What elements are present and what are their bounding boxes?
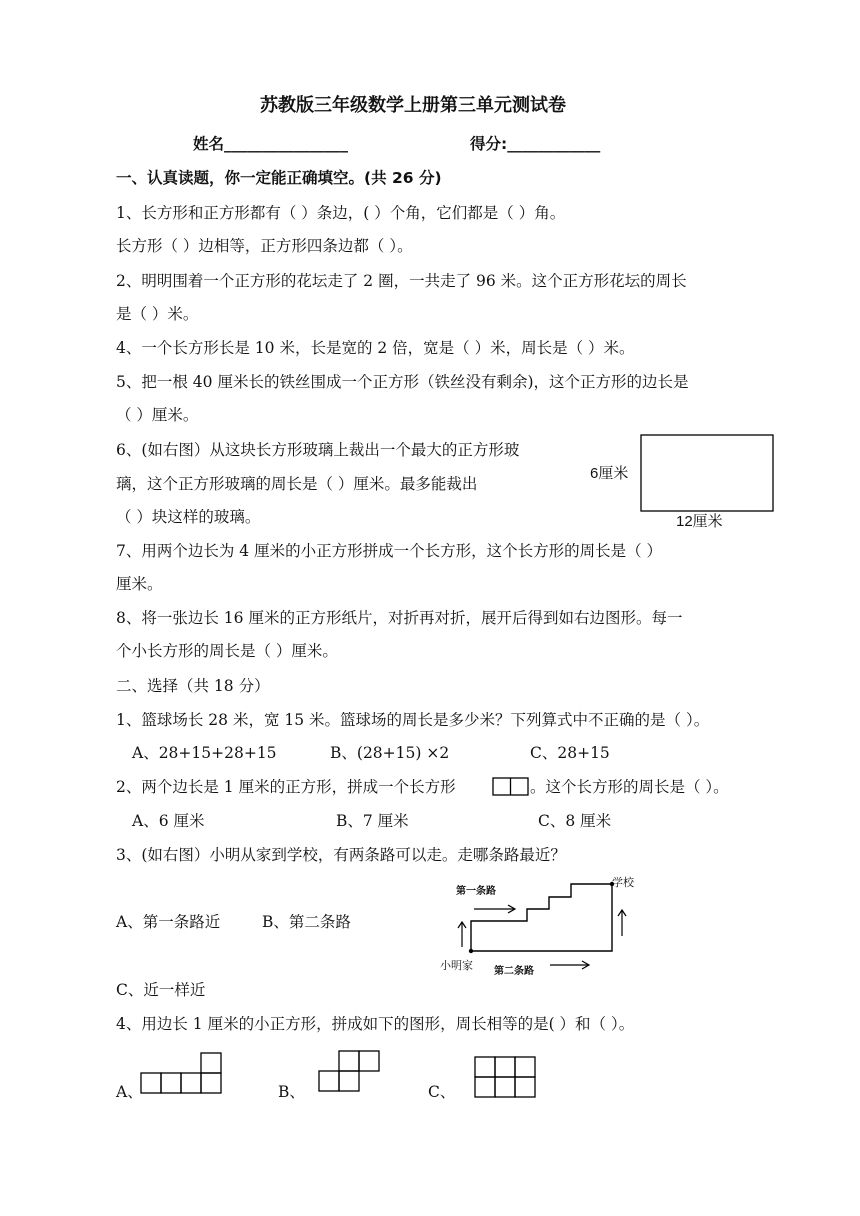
q2-1-option-b: B、(28+15) ×2 bbox=[330, 744, 450, 762]
section-2-heading: 二、选择（共 18 分） bbox=[116, 677, 270, 695]
q2-2-text-start: 2、两个边长是 1 厘米的正方形，拼成一个长方形 bbox=[116, 778, 456, 796]
two-squares-figure bbox=[492, 777, 530, 797]
route-1-label: 第一条路 bbox=[456, 886, 496, 897]
q1-7-line2: 厘米。 bbox=[116, 575, 163, 593]
section-1-heading: 一、认真读题，你一定能正确填空。(共 26 分) bbox=[116, 169, 442, 187]
q1-5-line2: （ ）厘米。 bbox=[116, 406, 199, 424]
name-field-label: 姓名________________ bbox=[193, 135, 349, 153]
q2-2-option-c: C、8 厘米 bbox=[538, 812, 612, 830]
q1-7-line1: 7、用两个边长为 4 厘米的小正方形拼成一个长方形，这个长方形的周长是（ ） bbox=[116, 542, 663, 560]
q1-2-line2: 是（ ）米。 bbox=[116, 305, 199, 323]
q2-4-option-b: B、 bbox=[278, 1083, 305, 1101]
school-label: 学校 bbox=[612, 877, 634, 889]
q2-4-option-c: C、 bbox=[428, 1083, 456, 1101]
page-title: 苏教版三年级数学上册第三单元测试卷 bbox=[260, 95, 566, 116]
score-field-label: 得分:____________ bbox=[470, 135, 601, 153]
home-label: 小明家 bbox=[440, 960, 473, 972]
q1-2-line1: 2、明明围着一个正方形的花坛走了 2 圈，一共走了 96 米。这个正方形花坛的周长 bbox=[116, 272, 687, 290]
q2-1-option-a: A、28+15+28+15 bbox=[132, 744, 277, 762]
q1-6-line1: 6、(如右图）从这块长方形玻璃上裁出一个最大的正方形玻 bbox=[116, 441, 520, 459]
q2-3-option-a: A、第一条路近 bbox=[116, 913, 221, 931]
rectangle-width-label: 12厘米 bbox=[676, 513, 723, 530]
q2-1: 1、篮球场长 28 米，宽 15 米。篮球场的周长是多少米？下列算式中不正确的是（ ）。 bbox=[116, 711, 710, 729]
q2-3-option-b: B、第二条路 bbox=[262, 913, 351, 931]
q2-4-option-a: A、 bbox=[116, 1083, 143, 1101]
shape-a-figure bbox=[140, 1052, 224, 1096]
q1-1-line1: 1、长方形和正方形都有（ ）条边，( ）个角，它们都是（ ）角。 bbox=[116, 204, 566, 222]
shape-c-figure bbox=[474, 1056, 540, 1100]
q2-1-option-c: C、28+15 bbox=[530, 744, 610, 762]
q1-4: 4、一个长方形长是 10 米，长是宽的 2 倍，宽是（ ）米，周长是（ ）米。 bbox=[116, 339, 635, 357]
q1-8-line1: 8、将一张边长 16 厘米的正方形纸片，对折再对折，展开后得到如右边图形。每一 bbox=[116, 609, 683, 627]
rectangle-height-label: 6厘米 bbox=[590, 465, 629, 482]
q1-6-line2: 璃，这个正方形玻璃的周长是（ ）厘米。最多能裁出 bbox=[116, 475, 478, 493]
q1-1-line2: 长方形（ ）边相等，正方形四条边都（ ）。 bbox=[116, 237, 413, 255]
shape-b-figure bbox=[318, 1050, 384, 1094]
q1-6-line3: （ ）块这样的玻璃。 bbox=[116, 508, 261, 526]
q2-3-option-c: C、近一样近 bbox=[116, 981, 206, 999]
q2-2-option-a: A、6 厘米 bbox=[132, 812, 205, 830]
route-2-label: 第二条路 bbox=[494, 966, 534, 977]
glass-rectangle-figure bbox=[640, 434, 774, 512]
q1-5-line1: 5、把一根 40 厘米长的铁丝围成一个正方形（铁丝没有剩余)，这个正方形的边长是 bbox=[116, 373, 689, 391]
q2-4: 4、用边长 1 厘米的小正方形，拼成如下的图形，周长相等的是( ）和（ ）。 bbox=[116, 1015, 635, 1033]
q2-2-text-end: 。这个长方形的周长是（ ）。 bbox=[530, 778, 729, 796]
q2-2-option-b: B、7 厘米 bbox=[336, 812, 409, 830]
q2-3: 3、(如右图）小明从家到学校，有两条路可以走。走哪条路最近？ bbox=[116, 846, 566, 864]
q1-8-line2: 个小长方形的周长是（ ）厘米。 bbox=[116, 642, 338, 660]
